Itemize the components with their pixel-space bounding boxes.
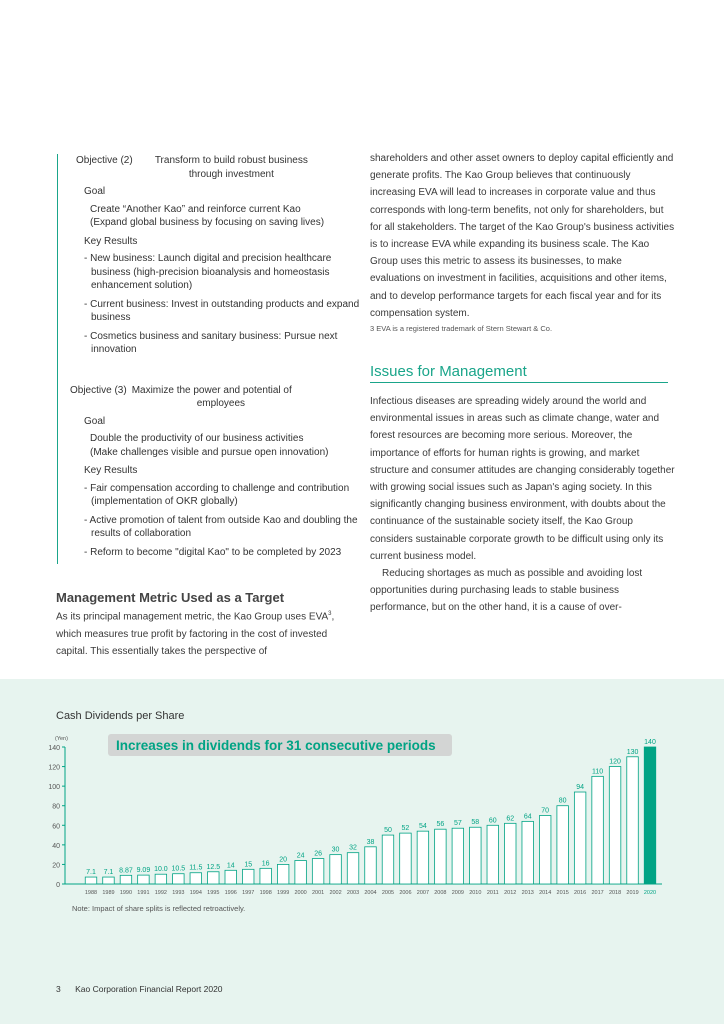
- x-tick-label: 1996: [224, 890, 237, 896]
- x-tick-label: 2006: [399, 890, 412, 896]
- bar: [365, 847, 377, 884]
- objective-title-line: Maximize the power and potential of: [131, 384, 292, 396]
- key-results-label: Key Results: [84, 235, 138, 247]
- data-label: 120: [609, 758, 621, 766]
- publication-title: Kao Corporation Financial Report 2020: [75, 984, 223, 994]
- goal-line: Create “Another Kao” and reinforce current Kao: [90, 203, 301, 215]
- x-tick-label: 2017: [591, 890, 604, 896]
- data-label: 94: [576, 784, 585, 792]
- y-tick-label: 40: [52, 842, 60, 850]
- x-tick-label: 2015: [556, 890, 569, 896]
- bar: [400, 833, 412, 884]
- data-label: 24: [296, 852, 305, 860]
- bar: [173, 874, 185, 884]
- x-tick-label: 1995: [207, 890, 220, 896]
- x-tick-label: 2016: [574, 890, 587, 896]
- data-label: 57: [453, 820, 462, 828]
- x-tick-label: 2019: [626, 890, 639, 896]
- data-label: 140: [644, 739, 656, 746]
- data-label: 20: [279, 856, 288, 864]
- data-label: 10.5: [171, 865, 186, 873]
- bar: [190, 873, 202, 884]
- goal-line: (Expand global business by focusing on saving lives): [90, 217, 325, 228]
- key-result-item: - New business: Launch digital and precision healthcare business (high-precision bioanalysis and homeostasis enhancement solution): [84, 253, 332, 291]
- y-tick-label: 100: [48, 784, 60, 792]
- footnote: 3 EVA is a registered trademark of Stern Stewart & Co.: [370, 324, 553, 334]
- x-tick-label: 2018: [608, 890, 622, 896]
- x-tick-label: 2007: [416, 890, 430, 896]
- x-tick-label: 2002: [329, 890, 342, 896]
- data-label: 54: [419, 823, 427, 831]
- x-tick-label: 1998: [259, 890, 272, 896]
- objective-number: Objective (2): [76, 155, 133, 166]
- data-label: 50: [384, 827, 392, 835]
- paragraph-text: , which measures true profit by factoring in the cost of invested capital. This essentially takes the perspective of: [56, 611, 335, 657]
- data-label: 56: [436, 821, 445, 829]
- bar: [487, 825, 499, 884]
- data-label: 14: [226, 862, 235, 870]
- goal-label: Goal: [84, 186, 106, 197]
- goal-line: (Make challenges visible and pursue open innovation): [90, 446, 329, 458]
- data-label: 62: [506, 815, 515, 823]
- bar: [225, 870, 237, 884]
- x-tick-label: 2005: [381, 890, 395, 896]
- bar: [470, 827, 482, 884]
- footnote-marker: 3: [328, 611, 332, 617]
- x-tick-label: 2010: [469, 890, 482, 896]
- page-number: 3: [56, 984, 61, 994]
- data-label: 15: [244, 861, 253, 869]
- bar: [120, 875, 132, 884]
- key-result-item: - Current business: Invest in outstanding products and expand business: [84, 298, 360, 323]
- x-tick-label: 2012: [504, 890, 517, 896]
- x-tick-label: 1989: [102, 890, 115, 896]
- bar: [539, 816, 551, 885]
- x-tick-label: 1991: [137, 890, 150, 896]
- paragraph: shareholders and other asset owners to deploy capital efficiently and generate profits. The Kao Group believes that continuously increasing EVA will lead to increases in corporate value and thus corresponds with long-term benefits, not only for shareholders, but for all stakeholders. The target of the Kao Group's business activities is to increase EVA while expanding its business scale. The Kao Group uses this metric to assess its businesses, to make evaluations on investment in facilities, acquisitions and other items, and to develop performance targets for each fiscal year and for its compensation system.: [370, 153, 675, 319]
- y-tick-label: 80: [52, 803, 60, 811]
- x-tick-label: 1990: [119, 890, 133, 896]
- chart-note: Note: Impact of share splits is reflected retroactively.: [72, 904, 246, 913]
- y-tick-label: 0: [56, 882, 60, 889]
- y-tick-label: 20: [52, 862, 60, 870]
- section-heading: Management Metric Used as a Target: [56, 590, 285, 605]
- bar: [609, 767, 621, 884]
- data-label: 11.5: [189, 864, 203, 872]
- x-tick-label: 2001: [311, 890, 325, 896]
- data-label: 9.09: [136, 867, 151, 875]
- x-tick-label: 1988: [84, 890, 98, 896]
- data-label: 26: [314, 850, 322, 858]
- bar: [417, 831, 429, 884]
- bar: [435, 829, 447, 884]
- y-tick-label: 60: [52, 823, 60, 831]
- x-tick-label: 1999: [277, 890, 290, 896]
- x-tick-label: 1992: [154, 890, 167, 896]
- key-result-item: - Active promotion of talent from outside Kao and doubling the results of collaboration: [84, 514, 358, 539]
- key-result-item: - Cosmetics business and sanitary business: Pursue next innovation: [84, 330, 338, 355]
- objective-number: Objective (3): [70, 384, 127, 396]
- bar: [85, 877, 97, 884]
- bar: [522, 821, 534, 884]
- data-label: 12.5: [206, 863, 221, 871]
- x-tick-label: 2013: [521, 890, 534, 896]
- goal-line: Double the productivity of our business activities: [90, 433, 304, 444]
- key-result-item: - Reform to become "digital Kao" to be completed by 2023: [84, 546, 342, 558]
- bar: [452, 828, 464, 884]
- bar: [277, 864, 289, 884]
- key-result-item: - Fair compensation according to challenge and contribution (implementation of OKR globally): [84, 482, 350, 507]
- objective-title-line: Transform to build robust business: [154, 155, 308, 166]
- bar: [382, 835, 394, 884]
- paragraph: Reducing shortages as much as possible and avoiding lost opportunities during purchasing leads to stable business performance, but on the other hand, it is a cause of over-: [370, 568, 643, 614]
- key-results-label: Key Results: [84, 465, 138, 476]
- data-label: 52: [401, 825, 410, 833]
- bar: [242, 869, 254, 884]
- bar: [330, 855, 342, 884]
- data-label: 7.1: [103, 869, 114, 877]
- chart-title: Cash Dividends per Share: [56, 710, 185, 722]
- paragraph: Infectious diseases are spreading widely around the world and environmental issues in areas such as climate change, water and forest resources are becoming more serious. Moreover, the importance of efforts for human rights is growing, and market structure and consumer attitudes are changing considerably together with growing social issues such as Japan's aging society. In this significantly changing business environment, with doubts about the continuance of the sustainable society itself, the Kao Group considers sustainable corporate growth to be difficult using only its current business model.: [370, 396, 675, 562]
- x-tick-label: 2000: [294, 890, 307, 896]
- data-label: 60: [488, 817, 497, 825]
- data-label: 110: [592, 768, 604, 776]
- data-label: 130: [626, 748, 639, 756]
- bar: [627, 757, 639, 884]
- x-tick-label: 2011: [486, 890, 499, 896]
- y-axis-unit: (Yen): [55, 736, 68, 742]
- data-label: 7.1: [86, 869, 96, 877]
- x-tick-label: 2003: [346, 890, 360, 896]
- bar: [574, 792, 586, 884]
- x-tick-label: 2009: [451, 890, 464, 896]
- data-label: 58: [471, 819, 480, 827]
- data-label: 70: [541, 807, 550, 815]
- x-tick-label: 2008: [434, 890, 447, 896]
- objective-title-line: employees: [196, 398, 246, 409]
- bar: [103, 877, 115, 884]
- x-tick-label: 2020: [643, 890, 657, 896]
- annotation-text: Increases in dividends for 31 consecutive periods: [116, 738, 436, 753]
- data-label: 8.87: [119, 867, 133, 875]
- paragraph-text: As its principal management metric, the Kao Group uses EVA: [56, 611, 329, 623]
- bar: [138, 875, 150, 884]
- bar: [592, 776, 604, 884]
- x-tick-label: 1994: [189, 890, 202, 896]
- data-label: 30: [331, 846, 340, 854]
- data-label: 80: [558, 797, 567, 805]
- bar: [260, 868, 272, 884]
- x-tick-label: 1997: [242, 890, 255, 896]
- bar: [295, 861, 307, 884]
- x-tick-label: 2014: [539, 890, 552, 896]
- objective-title-line: through investment: [188, 168, 274, 180]
- section-heading: Issues for Management: [370, 363, 668, 383]
- x-tick-label: 2004: [364, 890, 377, 896]
- goal-label: Goal: [84, 415, 106, 427]
- bar: [155, 874, 167, 884]
- y-tick-label: 120: [48, 764, 60, 772]
- data-label: 64: [523, 813, 532, 821]
- x-tick-label: 1993: [172, 890, 185, 896]
- data-label: 38: [366, 838, 375, 846]
- bar: [208, 872, 220, 884]
- bar: [347, 853, 359, 884]
- data-label: 10.0: [154, 866, 168, 874]
- data-label: 16: [261, 860, 270, 868]
- y-tick-label: 140: [48, 745, 60, 752]
- bar: [557, 806, 569, 884]
- bar: [312, 859, 324, 884]
- page-footer: [56, 984, 223, 994]
- bar: [505, 823, 517, 884]
- data-label: 32: [349, 844, 357, 852]
- bar: [644, 747, 656, 884]
